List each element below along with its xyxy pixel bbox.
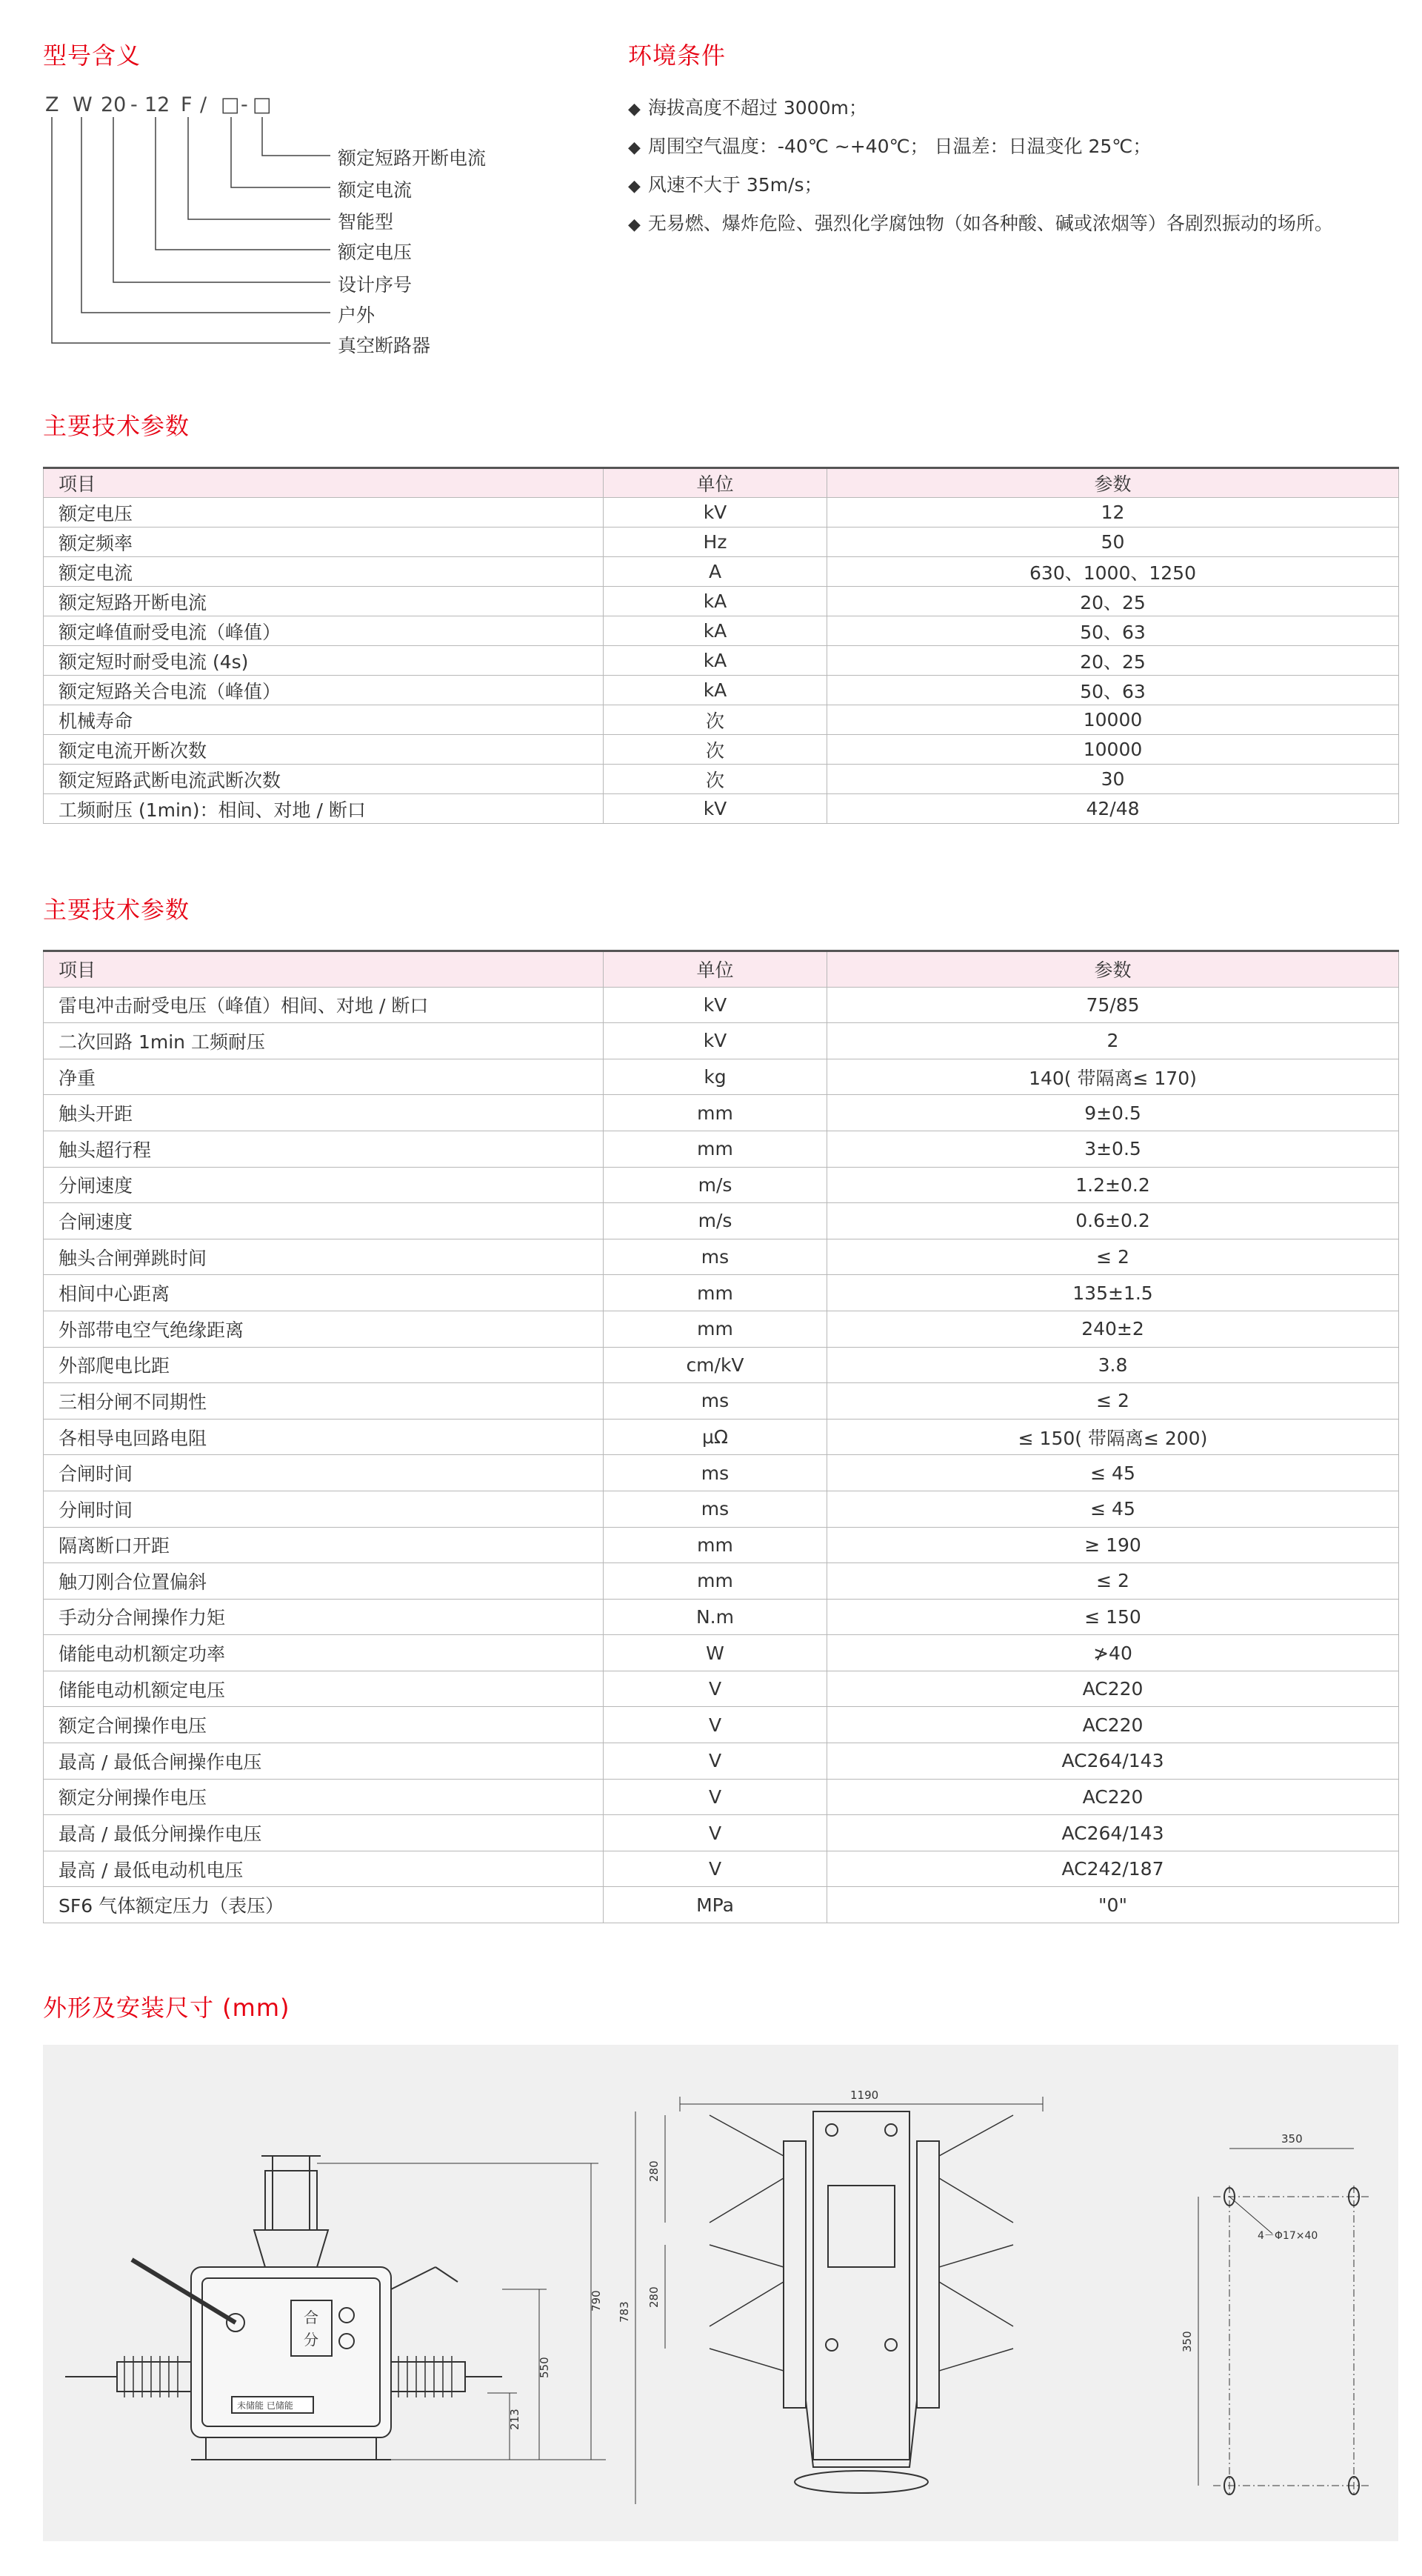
header-unit: 单位 [604,951,827,988]
cell-unit: ms [604,1491,827,1527]
table-row [44,1167,1399,1203]
cell-value: ≤ 2 [827,1563,1399,1600]
table-row [44,1563,1399,1600]
cell-unit: mm [604,1563,827,1600]
code-part-12: 12 [144,93,170,116]
header-value: 参数 [827,468,1399,498]
side-spacing-bottom: 280 [647,2286,661,2308]
table-row [44,1599,1399,1635]
table-row [44,1635,1399,1671]
table-row [44,616,1399,646]
cell-unit: V [604,1671,827,1707]
side-view-drawing [635,2097,1043,2504]
model-label-vacuum-breaker: 真空断路器 [338,335,431,356]
table-header-row [44,468,1399,498]
table-row [44,1527,1399,1563]
cell-unit: mm [604,1095,827,1131]
front-height-mid: 550 [538,2357,551,2378]
cell-unit: m/s [604,1203,827,1239]
cell-unit: ms [604,1455,827,1491]
cell-value: 42/48 [827,794,1399,824]
header-unit: 单位 [604,468,827,498]
cell-unit: kV [604,987,827,1023]
cell-item: 额定分闸操作电压 [44,1779,604,1815]
table-row [44,1311,1399,1347]
cell-unit: m/s [604,1167,827,1203]
cell-value: 135±1.5 [827,1275,1399,1311]
cell-item: 储能电动机额定功率 [44,1635,604,1671]
mount-height: 350 [1181,2331,1194,2352]
table-row [44,498,1399,527]
table-row [44,646,1399,676]
cell-unit: V [604,1707,827,1743]
tech-params-1-title: 主要技术参数 [43,412,190,440]
mount-view-drawing [1198,2149,1369,2497]
cell-item: 最高 / 最低分闸操作电压 [44,1815,604,1851]
table-row [44,1023,1399,1059]
cell-item: 最高 / 最低合闸操作电压 [44,1743,604,1780]
model-meaning-section [43,30,606,370]
cell-item: 额定合闸操作电压 [44,1707,604,1743]
cell-value: AC264/143 [827,1743,1399,1780]
cell-item: 各相导电回路电阻 [44,1419,604,1455]
table-row [44,587,1399,616]
cell-value: 9±0.5 [827,1095,1399,1131]
bullet-icon: ◆ [628,216,641,234]
cell-unit: V [604,1779,827,1815]
table-row [44,1059,1399,1095]
mount-hole-spec: 4－Φ17×40 [1258,2230,1318,2242]
table-header-row [44,951,1399,988]
cell-value: ≯40 [827,1635,1399,1671]
mount-width: 350 [1281,2132,1303,2146]
front-panel-text2: 分 [304,2331,318,2349]
table-row [44,735,1399,765]
front-view-drawing [65,2156,606,2460]
cell-unit: V [604,1743,827,1780]
cell-unit: 次 [604,765,827,794]
cell-unit: kA [604,616,827,646]
table-row [44,1815,1399,1851]
cell-item: 合闸时间 [44,1455,604,1491]
cell-item: 额定短路武断电流武断次数 [44,765,604,794]
cell-item: 合闸速度 [44,1203,604,1239]
model-label-breaking-current: 额定短路开断电流 [338,147,487,169]
cell-item: 触刀刚合位置偏斜 [44,1563,604,1600]
cell-value: ≤ 150( 带隔离≤ 200) [827,1419,1399,1455]
cell-item: 触头开距 [44,1095,604,1131]
cell-item: 额定电压 [44,498,604,527]
bullet-icon: ◆ [628,139,641,157]
cell-value: 30 [827,765,1399,794]
cell-value: AC264/143 [827,1815,1399,1851]
side-height: 783 [618,2301,631,2323]
cell-item: 雷电冲击耐受电压（峰值）相间、对地 / 断口 [44,987,604,1023]
table-row [44,987,1399,1023]
cell-value: 12 [827,498,1399,527]
cell-value: "0" [827,1887,1399,1923]
code-part-w: W [73,93,93,116]
cell-unit: kA [604,676,827,705]
table-row [44,1347,1399,1383]
table-row [44,794,1399,824]
cell-value: AC220 [827,1779,1399,1815]
cell-unit: 次 [604,705,827,735]
table-row [44,1455,1399,1491]
cell-value: AC242/187 [827,1851,1399,1887]
cell-item: 额定短路关合电流（峰值） [44,676,604,705]
cell-value: 20、25 [827,587,1399,616]
cell-item: 手动分合闸操作力矩 [44,1599,604,1635]
tech-params-2-title: 主要技术参数 [43,896,190,924]
cell-unit: MPa [604,1887,827,1923]
front-nameplate-text: 未储能 已储能 [237,2400,293,2411]
cell-item: 额定短时耐受电流 (4s) [44,646,604,676]
side-width: 1190 [850,2089,879,2102]
cell-unit: kV [604,1023,827,1059]
cell-item: 分闸速度 [44,1167,604,1203]
table-row [44,1851,1399,1887]
code-part-dash1: - [130,93,138,116]
cell-unit: kA [604,587,827,616]
cell-value: 1.2±0.2 [827,1167,1399,1203]
cell-value: ≤ 2 [827,1239,1399,1275]
cell-item: 分闸时间 [44,1491,604,1527]
table-row [44,1131,1399,1167]
cell-unit: mm [604,1275,827,1311]
cell-unit: μΩ [604,1419,827,1455]
cell-unit: mm [604,1311,827,1347]
header-item: 项目 [44,951,604,988]
cell-unit: W [604,1635,827,1671]
cell-item: 三相分闸不同期性 [44,1383,604,1420]
code-part-dash2: - [241,93,248,116]
cell-item: SF6 气体额定压力（表压） [44,1887,604,1923]
cell-unit: cm/kV [604,1347,827,1383]
cell-item: 净重 [44,1059,604,1095]
table-row [44,1239,1399,1275]
front-height-total: 790 [590,2290,603,2312]
cell-value: 3.8 [827,1347,1399,1383]
table-row [44,1203,1399,1239]
cell-unit: kA [604,646,827,676]
table-row [44,1779,1399,1815]
model-label-outdoor: 户外 [338,304,375,326]
front-height-low: 213 [508,2409,521,2430]
tech-params-2-table [43,950,1399,1923]
table-row [44,1491,1399,1527]
dimensions-title: 外形及安装尺寸 (mm) [43,1994,290,2022]
cell-unit: mm [604,1527,827,1563]
code-part-f: F [181,93,193,116]
cell-item: 隔离断口开距 [44,1527,604,1563]
model-label-rated-current: 额定电流 [338,179,413,201]
cell-unit: N.m [604,1599,827,1635]
cell-item: 相间中心距离 [44,1275,604,1311]
cell-item: 外部爬电比距 [44,1347,604,1383]
table-row [44,1383,1399,1420]
cell-unit: ms [604,1239,827,1275]
cell-value: 75/85 [827,987,1399,1023]
model-code-diagram [43,30,606,370]
cell-item: 额定电流开断次数 [44,735,604,765]
table-row [44,527,1399,557]
side-spacing-top: 280 [647,2160,661,2182]
cell-value: 0.6±0.2 [827,1203,1399,1239]
cell-value: 50、63 [827,676,1399,705]
cell-value: AC220 [827,1707,1399,1743]
cell-value: 20、25 [827,646,1399,676]
table-row [44,1095,1399,1131]
header-value: 参数 [827,951,1399,988]
drawing-panel [43,2045,1398,2541]
environment-title: 环境条件 [628,41,727,70]
header-item: 项目 [44,468,604,498]
front-panel-text: 合 [304,2309,318,2326]
code-part-20: 20 [101,93,127,116]
model-label-design-serial: 设计序号 [338,274,413,296]
cell-unit: Hz [604,527,827,557]
tech-params-1-table [43,467,1399,824]
cell-unit: V [604,1815,827,1851]
table-row [44,1275,1399,1311]
cell-item: 额定频率 [44,527,604,557]
table-row [44,765,1399,794]
bullet-icon: ◆ [628,100,641,119]
installation-drawing [43,2045,1398,2541]
cell-value: 630、1000、1250 [827,557,1399,587]
model-label-rated-voltage: 额定电压 [338,242,413,263]
cell-item: 额定峰值耐受电流（峰值） [44,616,604,646]
cell-value: 10000 [827,705,1399,735]
model-meaning-title: 型号含义 [43,41,141,70]
cell-value: ≤ 2 [827,1383,1399,1420]
cell-value: 50 [827,527,1399,557]
cell-value: 50、63 [827,616,1399,646]
table-row [44,705,1399,735]
cell-item: 触头超行程 [44,1131,604,1167]
cell-value: AC220 [827,1671,1399,1707]
cell-item: 机械寿命 [44,705,604,735]
env-item-wind: ◆ 风速不大于 35m/s； [628,174,823,196]
cell-value: ≤ 150 [827,1599,1399,1635]
code-part-box1: □ [221,93,240,116]
table-row [44,557,1399,587]
cell-value: 140( 带隔离≤ 170) [827,1059,1399,1095]
cell-unit: ms [604,1383,827,1420]
table-row [44,1419,1399,1455]
cell-value: ≤ 45 [827,1491,1399,1527]
cell-value: ≤ 45 [827,1455,1399,1491]
cell-unit: A [604,557,827,587]
table-row [44,1707,1399,1743]
code-part-z: Z [45,93,59,116]
table-row [44,676,1399,705]
cell-unit: mm [604,1131,827,1167]
cell-value: 10000 [827,735,1399,765]
table-row [44,1887,1399,1923]
model-label-intelligent: 智能型 [338,211,394,233]
cell-value: 2 [827,1023,1399,1059]
environment-section [628,30,1398,252]
env-item-temperature: ◆ 周围空气温度：-40℃ ~+40℃； 日温差：日温变化 25℃； [628,136,1152,157]
table-row [44,1671,1399,1707]
cell-item: 触头合闸弹跳时间 [44,1239,604,1275]
table-row [44,1743,1399,1780]
cell-unit: kV [604,794,827,824]
bullet-icon: ◆ [628,177,641,196]
cell-item: 储能电动机额定电压 [44,1671,604,1707]
cell-value: 3±0.5 [827,1131,1399,1167]
cell-item: 外部带电空气绝缘距离 [44,1311,604,1347]
code-part-box2: □ [253,93,272,116]
cell-value: ≥ 190 [827,1527,1399,1563]
cell-item: 工频耐压 (1min)：相间、对地 / 断口 [44,794,604,824]
cell-unit: kg [604,1059,827,1095]
env-item-environment: ◆ 无易燃、爆炸危险、强烈化学腐蚀物（如各种酸、碱或浓烟等）各剧烈振动的场所。 [628,213,1333,234]
cell-unit: kV [604,498,827,527]
cell-unit: 次 [604,735,827,765]
cell-unit: V [604,1851,827,1887]
cell-item: 最高 / 最低电动机电压 [44,1851,604,1887]
cell-value: 240±2 [827,1311,1399,1347]
cell-item: 二次回路 1min 工频耐压 [44,1023,604,1059]
env-item-altitude: ◆ 海拔高度不超过 3000m； [628,97,867,119]
code-part-slash: / [200,93,207,116]
cell-item: 额定短路开断电流 [44,587,604,616]
cell-item: 额定电流 [44,557,604,587]
